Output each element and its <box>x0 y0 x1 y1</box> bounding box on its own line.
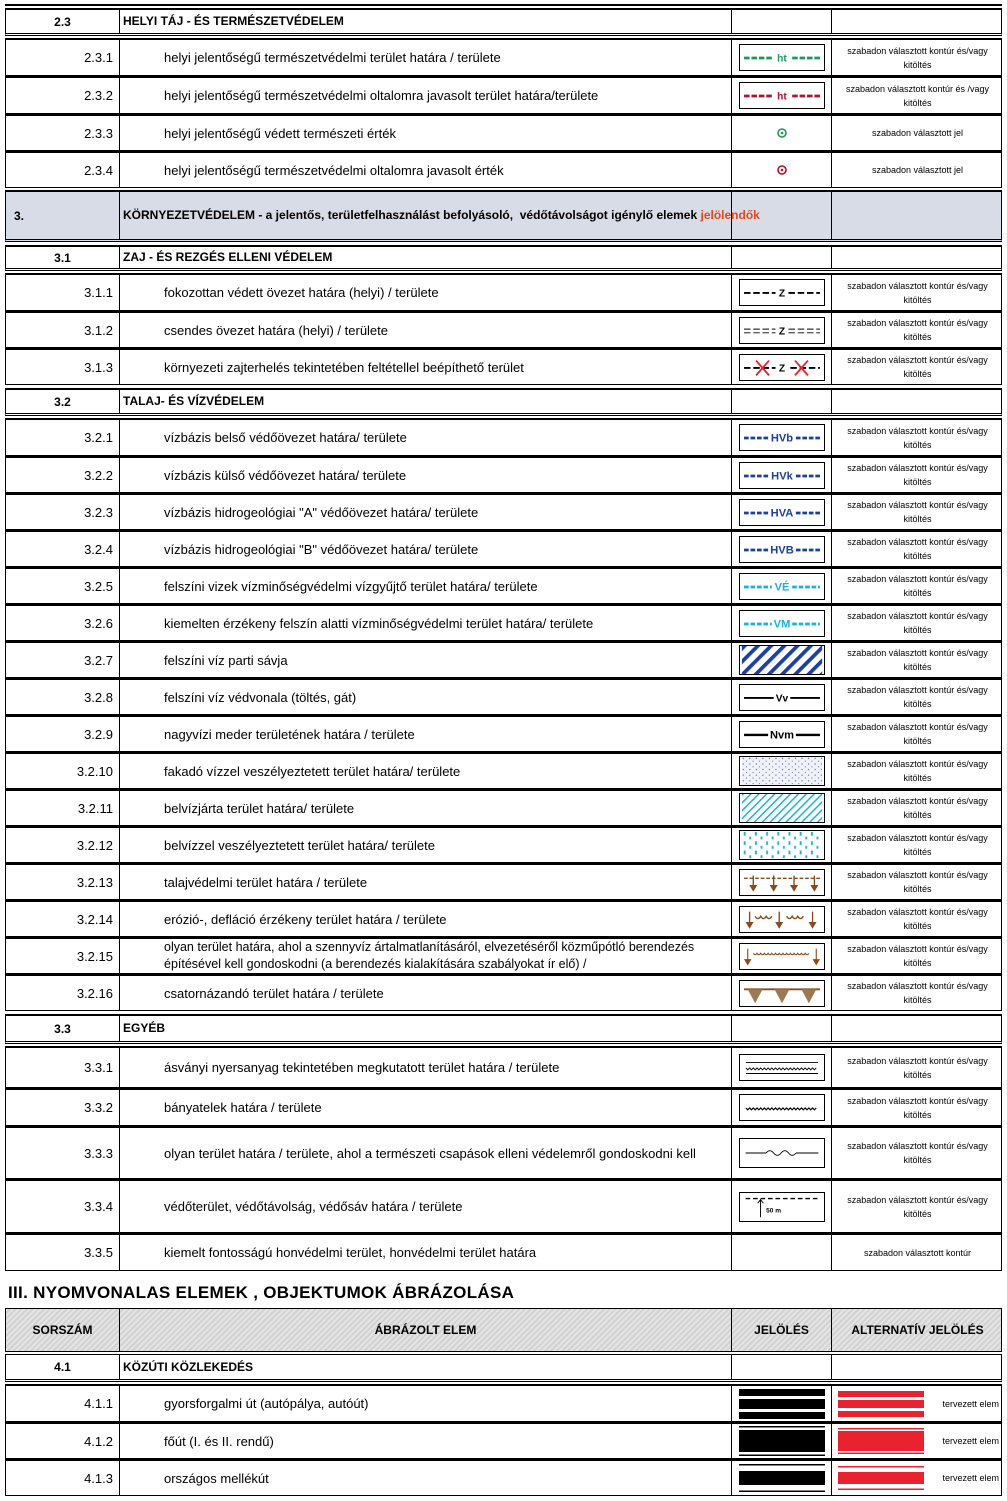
section-number: 4.1 <box>6 1355 120 1379</box>
alt-marking: szabadon választott kontúr és/vagy kitöltés <box>847 1141 988 1165</box>
brown-squiggle-arrow-line-symbol <box>739 943 825 970</box>
row-element-text: bányatelek határa / területe <box>120 1090 732 1125</box>
symbol-label: HVb <box>770 432 793 445</box>
legend-row-3-2-8 <box>5 678 1002 715</box>
crossed-z-line-symbol <box>739 354 825 381</box>
row-number: 4.1.3 <box>6 1461 120 1495</box>
legend-row-3-2-10 <box>5 752 1002 789</box>
symbol-cell <box>732 976 832 1010</box>
alt-marking: szabadon választott kontúr és/vagy kitöltés <box>847 318 988 342</box>
cyan-dashed-ve-line-symbol <box>739 573 825 600</box>
row-number: 3.2.4 <box>6 532 120 566</box>
row-element-text: országos mellékút <box>120 1461 732 1495</box>
row-number: 2.3.4 <box>6 153 120 187</box>
row-number: 3.2.5 <box>6 569 120 603</box>
legend-row-3-2-9 <box>5 715 1002 752</box>
alt-marking: tervezett elem <box>942 1398 999 1409</box>
legend-row-3-3-5 <box>5 1233 1002 1271</box>
section-title: KÖZÚTI KÖZLEKEDÉS <box>120 1355 732 1379</box>
symbol-cell <box>732 78 832 113</box>
section-title: TALAJ- ÉS VÍZVÉDELEM <box>120 390 732 413</box>
symbol-cell <box>732 717 832 751</box>
alt-marking: szabadon választott jel <box>871 128 964 138</box>
symbol-cell <box>732 1386 832 1421</box>
alt-marking: szabadon választott kontúr és/vagy kitöltés <box>847 685 988 709</box>
symbol-cell <box>732 247 832 268</box>
header-number: SORSZÁM <box>6 1309 120 1351</box>
symbol-cell <box>732 390 832 413</box>
symbol-cell <box>732 828 832 862</box>
row-element-text: nagyvízi meder területének határa / területe <box>120 717 732 751</box>
motorway-black-symbol <box>739 1389 825 1419</box>
alt-cell <box>832 10 1003 33</box>
legend-row-3-1-1 <box>5 273 1002 311</box>
section-row-3 <box>5 190 1002 242</box>
alt-marking: szabadon választott kontúr és/vagy kitöltés <box>847 537 988 561</box>
symbol-cell <box>732 40 832 75</box>
row-number: 3.2.11 <box>6 791 120 825</box>
alt-marking: tervezett elem <box>942 1473 999 1483</box>
alt-marking: szabadon választott kontúr és /vagy kitöltés <box>845 83 990 108</box>
section-number: 3.1 <box>6 247 120 268</box>
symbol-cell <box>732 902 832 936</box>
section-row-3-3 <box>5 1014 1002 1044</box>
alt-cell <box>832 1355 1003 1379</box>
alt-marking: szabadon választott kontúr és/vagy kitöltés <box>847 870 988 894</box>
section-title-accent: jelölendők <box>700 208 760 222</box>
legend-row-3-3-2 <box>5 1088 1002 1126</box>
row-number: 3.2.10 <box>6 754 120 788</box>
alt-marking: szabadon választott kontúr és/vagy kitöltés <box>847 833 988 857</box>
legend-row-3-1-2 <box>5 311 1002 348</box>
alt-marking: tervezett elem <box>942 1436 999 1446</box>
row-number: 4.1.2 <box>6 1424 120 1458</box>
row-element-text: vízbázis hidrogeológiai "A" védőövezet határa/ területe <box>120 495 732 529</box>
legend-row-2-3-2 <box>5 76 1002 114</box>
alt-marking: szabadon választott kontúr és/vagy kitöltés <box>847 722 988 746</box>
legend-row-3-2-15 <box>5 937 1002 974</box>
row-element-text: környezeti zajterhelés tekintetében feltétellel beépíthető terület <box>120 350 732 384</box>
symbol-cell <box>732 350 832 384</box>
row-element-text: felszíni víz parti sávja <box>120 643 732 677</box>
legend-row-2-3-3 <box>5 114 1002 151</box>
symbol-cell <box>732 939 832 973</box>
row-element-text: vízbázis külső védőövezet határa/ területe <box>120 458 732 492</box>
alt-marking: szabadon választott kontúr és/vagy kitöltés <box>847 425 988 450</box>
row-element-text: kiemelt fontosságú honvédelmi terület, honvédelmi terület határa <box>120 1235 732 1270</box>
symbol-cell <box>732 153 832 187</box>
blue-dashed-hva-line-symbol <box>739 499 825 526</box>
alt-cell <box>832 1386 1003 1421</box>
row-number: 3.3.3 <box>6 1128 120 1178</box>
row-element-text: főút (I. és II. rendű) <box>120 1424 732 1458</box>
symbol-label: Vv <box>775 693 788 705</box>
alt-marking: szabadon választott kontúr és/vagy kitöltés <box>847 1095 988 1120</box>
row-number: 3.2.9 <box>6 717 120 751</box>
section-title: HELYI TÁJ - ÉS TERMÉSZETVÉDELEM <box>120 10 732 33</box>
symbol-cell <box>732 1048 832 1087</box>
symbol-label: HVk <box>770 470 793 483</box>
legend-row-4-1-1 <box>5 1384 1002 1422</box>
legend-row-2-3-1 <box>5 38 1002 76</box>
symbol-cell <box>732 192 832 239</box>
wavy-line-symbol <box>739 1138 825 1168</box>
section-title: ZAJ - ÉS REZGÉS ELLENI VÉDELEM <box>120 247 732 268</box>
legend-row-3-2-2 <box>5 456 1002 493</box>
symbol-cell <box>732 606 832 640</box>
symbol-cell <box>732 1128 832 1178</box>
row-element-text: fakadó vízzel veszélyeztetett terület határa/ területe <box>120 754 732 788</box>
symbol-cell <box>732 1181 832 1232</box>
row-number: 3.3.4 <box>6 1181 120 1232</box>
alt-cell <box>832 1461 1003 1495</box>
row-number: 3.2.6 <box>6 606 120 640</box>
legend-row-3-3-1 <box>5 1046 1002 1088</box>
symbol-cell <box>732 680 832 714</box>
symbol-cell <box>732 1016 832 1041</box>
symbol-cell <box>732 1424 832 1458</box>
row-number: 2.3.2 <box>6 78 120 113</box>
section-title <box>120 192 760 239</box>
protection-distance-symbol <box>739 1192 825 1222</box>
symbol-cell <box>732 116 832 150</box>
alt-marking: szabadon választott jel <box>871 165 964 175</box>
legend-row-2-3-4 <box>5 151 1002 188</box>
symbol-label: Z <box>778 288 785 300</box>
row-element-text: belvízjárta terület határa/ területe <box>120 791 732 825</box>
row-element-text: csatornázandó terület határa / területe <box>120 976 732 1010</box>
alt-cell <box>832 247 1003 268</box>
blue-hatch-fill-symbol <box>739 645 825 675</box>
legend-row-3-2-16 <box>5 974 1002 1011</box>
symbol-cell <box>732 1355 832 1379</box>
row-number: 3.3.5 <box>6 1235 120 1270</box>
alt-cell <box>832 390 1003 413</box>
row-number: 3.2.1 <box>6 420 120 455</box>
blue-dashed-hvb-line-symbol <box>739 424 825 451</box>
symbol-cell <box>732 791 832 825</box>
table-header-row <box>5 1308 1002 1352</box>
row-number: 3.2.13 <box>6 865 120 899</box>
legend-row-3-2-4 <box>5 530 1002 567</box>
row-element-text: helyi jelentőségű természetvédelmi oltalomra javasolt terület határa/területe <box>120 78 732 113</box>
motorway-red-planned-symbol <box>838 1391 924 1417</box>
row-number: 3.3.1 <box>6 1048 120 1087</box>
row-number: 3.1.1 <box>6 275 120 310</box>
alt-marking: szabadon választott kontúr és/vagy kitöltés <box>847 907 988 931</box>
brown-triangle-line-symbol <box>739 980 825 1007</box>
symbol-cell <box>732 495 832 529</box>
row-element-text: olyan terület határa, ahol a szennyvíz ártalmatlanításáról, elvezetéséről közműpótló berendezés építésével kell gondoskodni (a berendezés kialakítására szabályokat ír elő) / <box>120 939 732 973</box>
green-dashed-ht-line-symbol <box>739 44 825 71</box>
alt-marking: szabadon választott kontúr és/vagy kitöltés <box>847 759 988 783</box>
symbol-cell <box>732 313 832 347</box>
alt-marking: szabadon választott kontúr és/vagy kitöltés <box>847 574 988 598</box>
cyan-hatch-fill-symbol <box>739 793 825 823</box>
row-number: 2.3.3 <box>6 116 120 150</box>
header-marking: JELÖLÉS <box>732 1309 832 1351</box>
legend-row-3-1-3 <box>5 348 1002 385</box>
part-three-title: III. NYOMVONALAS ELEMEK , OBJEKTUMOK ÁBRÁZOLÁSA <box>8 1283 515 1302</box>
symbol-label: HVB <box>769 544 794 557</box>
zigzag-line-symbol <box>739 1094 825 1121</box>
row-number: 3.1.2 <box>6 313 120 347</box>
row-number: 4.1.1 <box>6 1386 120 1421</box>
symbol-label: ht <box>776 53 787 65</box>
legend-row-3-2-1 <box>5 418 1002 456</box>
symbol-cell <box>732 1461 832 1495</box>
legend-row-3-2-11 <box>5 789 1002 826</box>
symbol-cell <box>732 643 832 677</box>
symbol-cell <box>732 569 832 603</box>
row-element-text: vízbázis belső védőövezet határa/ területe <box>120 420 732 455</box>
symbol-label: Z <box>778 326 785 338</box>
alt-marking: szabadon választott kontúr és/vagy kitöltés <box>847 355 988 379</box>
row-element-text: csendes övezet határa (helyi) / területe <box>120 313 732 347</box>
red-circle-dot-icon <box>773 161 791 179</box>
symbol-label: VÉ <box>774 581 789 594</box>
row-element-text: helyi jelentőségű természetvédelmi terület határa / területe <box>120 40 732 75</box>
section-row-3-2 <box>5 388 1002 416</box>
blue-dashed-hvb-capital-line-symbol <box>739 536 825 563</box>
row-element-text: gyorsforgalmi út (autópálya, autóút) <box>120 1386 732 1421</box>
legend-row-3-2-5 <box>5 567 1002 604</box>
symbol-cell <box>732 1090 832 1125</box>
symbol-cell <box>732 458 832 492</box>
section-number: 3. <box>6 192 120 239</box>
alt-marking: szabadon választott kontúr és/vagy kitöltés <box>847 981 988 1005</box>
alt-marking: szabadon választott kontúr és/vagy kitöltés <box>847 280 988 305</box>
row-element-text: erózió-, defláció érzékeny terület határa / területe <box>120 902 732 936</box>
alt-cell <box>832 192 1003 239</box>
section-number: 3.3 <box>6 1016 120 1041</box>
row-element-text: felszíni víz védvonala (töltés, gát) <box>120 680 732 714</box>
symbol-label: Nvm <box>769 729 794 742</box>
legend-row-3-2-13 <box>5 863 1002 900</box>
row-number: 3.3.2 <box>6 1090 120 1125</box>
row-element-text: belvízzel veszélyeztetett terület határa/ területe <box>120 828 732 862</box>
brown-arrow-line-symbol <box>739 869 825 896</box>
row-element-text: védőterület, védőtávolság, védősáv határa / területe <box>120 1181 732 1232</box>
section-number: 2.3 <box>6 10 120 33</box>
symbol-cell <box>732 275 832 310</box>
row-element-text: talajvédelmi terület határa / területe <box>120 865 732 899</box>
alt-marking: szabadon választott kontúr és/vagy kitöltés <box>847 45 988 70</box>
row-number: 3.2.8 <box>6 680 120 714</box>
section-row-4-1 <box>5 1354 1002 1382</box>
row-number: 3.2.3 <box>6 495 120 529</box>
zigzag-double-line-symbol <box>739 1054 825 1081</box>
row-number: 3.1.3 <box>6 350 120 384</box>
legend-row-3-2-12 <box>5 826 1002 863</box>
double-dashed-z-line-symbol <box>739 317 825 344</box>
row-element-text: olyan terület határa / területe, ahol a természeti csapások elleni védelemről gondoskodni kell <box>120 1128 732 1178</box>
alt-marking: szabadon választott kontúr és/vagy kitöltés <box>847 796 988 820</box>
symbol-label: 50 m <box>765 1207 781 1215</box>
legend-row-3-3-3 <box>5 1126 1002 1179</box>
row-element-text: fokozottan védett övezet határa (helyi) / területe <box>120 275 732 310</box>
black-vv-line-symbol <box>739 684 825 711</box>
row-element-text: felszíni vizek vízminőségvédelmi vízgyűjtő terület határa/ területe <box>120 569 732 603</box>
main-road-black-symbol <box>739 1426 825 1456</box>
legend-row-3-2-7 <box>5 641 1002 678</box>
alt-marking: szabadon választott kontúr és/vagy kitöltés <box>847 648 988 672</box>
symbol-label: ht <box>776 91 787 103</box>
blue-dashed-hvk-line-symbol <box>739 462 825 489</box>
row-number: 3.2.7 <box>6 643 120 677</box>
row-element-text: ásványi nyersanyag tekintetében megkutatott terület határa / területe <box>120 1048 732 1087</box>
row-number: 3.2.2 <box>6 458 120 492</box>
row-element-text: helyi jelentőségű természetvédelmi oltalomra javasolt érték <box>120 153 732 187</box>
section-row-2-3 <box>5 8 1002 36</box>
alt-marking: szabadon választott kontúr és/vagy kitöltés <box>847 611 988 635</box>
symbol-label: HVA <box>770 507 793 520</box>
brown-wavy-arrow-line-symbol <box>739 906 825 933</box>
row-number: 3.2.15 <box>6 939 120 973</box>
alt-marking: szabadon választott kontúr és/vagy kitöltés <box>847 1194 988 1219</box>
secondary-road-red-planned-symbol <box>838 1465 924 1491</box>
row-element-text: helyi jelentőségű védett természeti érték <box>120 116 732 150</box>
legend-row-3-2-14 <box>5 900 1002 937</box>
header-element: ÁBRÁZOLT ELEM <box>120 1309 732 1351</box>
section-title-text: KÖRNYEZETVÉDELEM - a jelentős, területfelhasználást befolyásoló, védőtávolságot igénylő elemek <box>123 208 701 222</box>
symbol-cell <box>732 532 832 566</box>
symbol-label: Z <box>778 363 785 375</box>
symbol-cell <box>732 10 832 33</box>
legend-row-3-2-3 <box>5 493 1002 530</box>
header-alt-marking: ALTERNATÍV JELÖLÉS <box>851 1323 984 1337</box>
alt-marking: szabadon választott kontúr és/vagy kitöltés <box>847 944 988 968</box>
legend-row-3-2-6 <box>5 604 1002 641</box>
alt-marking: szabadon választott kontúr és/vagy kitöltés <box>847 1055 988 1080</box>
alt-marking: szabadon választott kontúr <box>863 1247 972 1258</box>
red-dashed-ht-line-symbol <box>739 82 825 109</box>
cyan-dash-dot-fill-symbol <box>739 830 825 860</box>
symbol-cell <box>732 754 832 788</box>
section-number: 3.2 <box>6 390 120 413</box>
alt-cell <box>832 1016 1003 1041</box>
row-element-text: kiemelten érzékeny felszín alatti vízminőségvédelmi terület határa/ területe <box>120 606 732 640</box>
alt-marking: szabadon választott kontúr és/vagy kitöltés <box>847 463 988 487</box>
legend-row-3-3-4 <box>5 1179 1002 1233</box>
top-rule <box>5 4 1002 7</box>
symbol-cell <box>732 1235 832 1270</box>
green-circle-dot-icon <box>773 124 791 142</box>
dotted-stipple-fill-symbol <box>739 756 825 786</box>
secondary-road-black-symbol <box>739 1463 825 1493</box>
row-number: 3.2.12 <box>6 828 120 862</box>
legend-row-4-1-3 <box>5 1459 1002 1496</box>
symbol-cell <box>732 865 832 899</box>
row-element-text: vízbázis hidrogeológiai "B" védőövezet határa/ területe <box>120 532 732 566</box>
black-nvm-line-symbol <box>739 721 825 748</box>
symbol-label: VM <box>773 618 790 631</box>
symbol-cell <box>732 420 832 455</box>
section-title: EGYÉB <box>120 1016 732 1041</box>
legend-row-4-1-2 <box>5 1422 1002 1459</box>
alt-marking: szabadon választott kontúr és/vagy kitöltés <box>847 500 988 524</box>
row-number: 2.3.1 <box>6 40 120 75</box>
row-number: 3.2.14 <box>6 902 120 936</box>
row-number: 3.2.16 <box>6 976 120 1010</box>
black-dashed-z-line-symbol <box>739 279 825 306</box>
cyan-dashed-vm-line-symbol <box>739 610 825 637</box>
section-row-3-1 <box>5 245 1002 271</box>
alt-cell <box>832 1424 1003 1458</box>
main-road-red-planned-symbol <box>838 1428 924 1454</box>
